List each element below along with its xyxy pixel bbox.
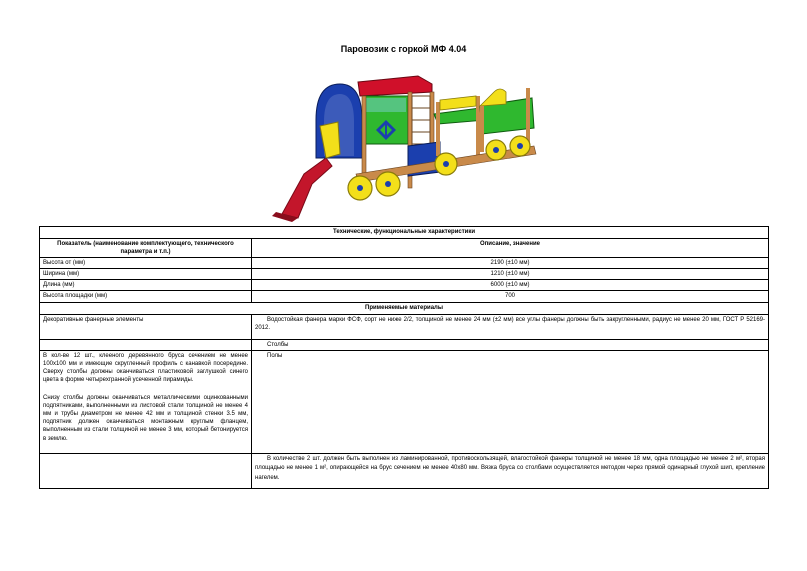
- posts-label: Столбы: [252, 339, 769, 350]
- steam-locomotive-playground-illustration: [268, 62, 540, 222]
- page-title: Паровозик с горкой МФ 4.04: [340, 44, 467, 54]
- posts-text-part-1: В кол-ве 12 шт., клееного деревянного бруса сечением не менее 100х100 мм и имеющие скругленный профиль с канавкой посередине. Сверху столбы должны оканчиваться пластиковой заглушкой синего цвета в форме четырехгранной усеченной пирамиды.: [43, 352, 248, 383]
- table-row: [40, 339, 769, 350]
- value-cell: 2190 (±10 мм): [252, 258, 769, 269]
- table-row: [40, 314, 769, 339]
- materials-section-header: [40, 302, 769, 314]
- param-cell: Высота от (мм): [40, 258, 252, 269]
- value-cell: 6000 (±10 мм): [252, 280, 769, 291]
- table-row: [40, 291, 769, 302]
- column-header-row: [40, 239, 769, 258]
- column-header-desc: Описание, значение: [252, 239, 769, 258]
- table-row: [40, 350, 769, 453]
- table-row: [40, 453, 769, 488]
- posts-text: [40, 350, 252, 453]
- tech-section-title: Технические, функциональные характеристики: [40, 227, 769, 239]
- plywood-label: Декоративные фанерные элементы: [40, 314, 252, 339]
- plywood-text: Водостойкая фанера марки ФСФ, сорт не ниже 2/2, толщиной не менее 24 мм (±2 мм) все углы фанеры должны быть закругленными, радиус не менее 20 мм, ГОСТ Р 52169-2012.: [252, 314, 769, 339]
- spec-table: [39, 226, 769, 489]
- param-cell: Длина (мм): [40, 280, 252, 291]
- param-cell: Ширина (мм): [40, 269, 252, 280]
- empty-cell: [40, 453, 252, 488]
- value-cell: 700: [252, 291, 769, 302]
- column-header-param: Показатель (наименование комплектующего, технического параметра и т.п.): [40, 239, 252, 258]
- floors-text: В количестве 2 шт. должен быть выполнен из ламинированной, противоскользящей, влагостойкой фанеры толщиной не менее 18 мм, одна площадью не менее 2 м², вторая площадью не менее 1 м², опирающейся на брус сечением не менее 40х80 мм. Вязка бруса со столбами осуществляется методом через прямой одинарный глухой шип, крепление нагелем.: [252, 453, 769, 488]
- empty-cell: [40, 339, 252, 350]
- floors-label: Полы: [252, 350, 769, 453]
- materials-section-title: Применяемые материалы: [40, 302, 769, 314]
- table-row: [40, 280, 769, 291]
- posts-text-part-2: Снизу столбы должны оканчиваться металлическими оцинкованными подпятниками, выполненными из листовой стали толщиной не менее 4 мм и трубы диаметром не менее 42 мм и толщиной стенки 3.5 мм, подпятник должен оканчиваться монтажным круглым фланцем, выполненным из стали толщиной не менее 3 мм, который бетонируется в землю.: [43, 395, 248, 442]
- value-cell: 1210 (±10 мм): [252, 269, 769, 280]
- table-row: [40, 269, 769, 280]
- param-cell: Высота площадки (мм): [40, 291, 252, 302]
- table-row: [40, 258, 769, 269]
- tech-section-header: [40, 227, 769, 239]
